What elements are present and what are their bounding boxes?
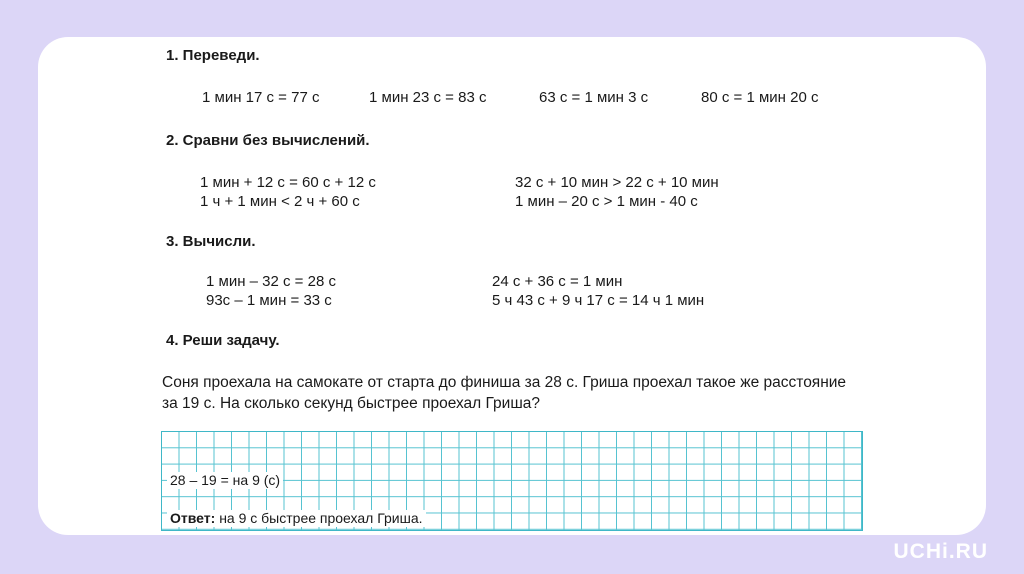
- task2-item-2: 32 с + 10 мин > 22 с + 10 мин: [515, 174, 719, 191]
- task1-item-3: 63 с = 1 мин 3 с: [539, 89, 649, 106]
- uchi-logo: UCHi.RU: [893, 540, 988, 563]
- task1-item-2: 1 мин 23 с = 83 с: [369, 89, 487, 106]
- task1-item-1: 1 мин 17 с = 77 с: [202, 89, 320, 106]
- task3-item-1: 1 мин – 32 с = 28 с: [206, 273, 336, 290]
- task3-item-4: 5 ч 43 с + 9 ч 17 с = 14 ч 1 мин: [492, 292, 705, 309]
- task3-item-2: 24 с + 36 с = 1 мин: [492, 273, 623, 290]
- solution-line: 28 – 19 = на 9 (с): [167, 472, 283, 489]
- answer-label: Ответ:: [170, 510, 216, 526]
- answer-text: на 9 с быстрее проехал Гриша.: [219, 510, 423, 526]
- task2-item-3: 1 ч + 1 мин < 2 ч + 60 с: [200, 193, 360, 210]
- task3-heading: 3. Вычисли.: [166, 233, 256, 250]
- task1-item-4: 80 с = 1 мин 20 с: [701, 89, 819, 106]
- task2-item-4: 1 мин – 20 с > 1 мин - 40 с: [515, 193, 698, 210]
- task2-heading: 2. Сравни без вычислений.: [166, 132, 370, 149]
- answer-line: [167, 510, 426, 527]
- task4-problem-text: Соня проехала на самокате от старта до финиша за 28 с. Гриша проехал такое же расстояние за 19 с. На сколько секунд быстрее проехал Гриша?: [162, 374, 847, 412]
- task3-item-3: 93с – 1 мин = 33 с: [206, 292, 332, 309]
- task2-item-1: 1 мин + 12 с = 60 с + 12 с: [200, 174, 376, 191]
- task4-heading: 4. Реши задачу.: [166, 332, 280, 349]
- task1-heading: 1. Переведи.: [166, 47, 260, 64]
